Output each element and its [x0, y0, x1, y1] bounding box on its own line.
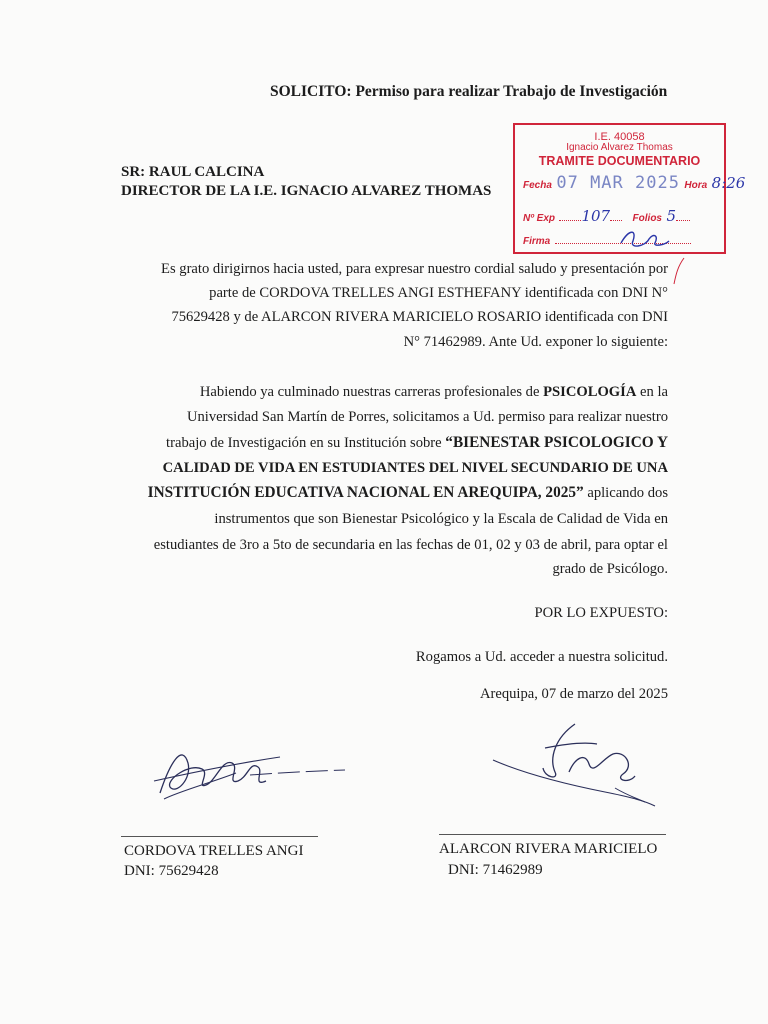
- body-line-7: estudiantes de 3ro a 5to de secundaria en las fechas de 01, 02 y 03 de abril, para optar el: [153, 537, 668, 553]
- body-line-2: Universidad San Martín de Porres, solicitamos a Ud. permiso para realizar nuestro: [186, 409, 668, 425]
- stamp-exp-row: [523, 207, 690, 226]
- rogamos-line: Rogamos a Ud. acceder a nuestra solicitud.: [415, 649, 668, 665]
- signatory-2-name: ALARCON RIVERA MARICIELO: [439, 841, 658, 857]
- body-line-6: instrumentos que son Bienestar Psicológico y la Escala de Calidad de Vida en: [214, 511, 668, 527]
- subject-line: [270, 83, 667, 101]
- intro-line-4: N° 71462989. Ante Ud. exponer lo siguiente:: [403, 334, 668, 350]
- addressee-title: DIRECTOR DE LA I.E. IGNACIO ALVAREZ THOMAS: [121, 183, 492, 199]
- signature-alarcon: [485, 718, 665, 818]
- stamp-institution-name: Ignacio Alvarez Thomas: [566, 142, 673, 153]
- signature-line-right: [439, 834, 666, 835]
- signatory-1-name: CORDOVA TRELLES ANGI: [124, 843, 304, 859]
- stamp-title: TRAMITE DOCUMENTARIO: [538, 154, 701, 168]
- body-title-start: “BIENESTAR PSICOLOGICO Y: [445, 434, 668, 451]
- place-date: Arequipa, 07 de marzo del 2025: [479, 686, 668, 702]
- intro-line-2: parte de CORDOVA TRELLES ANGI ESTHEFANY identificada con DNI N°: [209, 285, 668, 301]
- addressee-name: SR: RAUL CALCINA: [121, 164, 265, 180]
- body-line-1: [200, 383, 668, 401]
- body-line-1-a: Habiendo ya culminado nuestras carreras profesionales de: [199, 384, 540, 400]
- body-line-1-c: en la: [640, 384, 668, 400]
- body-line-5: [148, 484, 668, 502]
- body-line-8: grado de Psicólogo.: [552, 561, 668, 577]
- body-line-3: [166, 434, 668, 452]
- signatory-2-dni: DNI: 71462989: [448, 862, 543, 878]
- stamp-exp-label: Nº Exp: [523, 213, 555, 224]
- stamp-signature-scribble: [615, 225, 675, 251]
- reception-stamp: [513, 123, 746, 254]
- solicito-label: SOLICITO:: [270, 83, 352, 100]
- stamp-date-row: [523, 173, 745, 193]
- body-line-3-a: trabajo de Investigación en su Institución sobre: [166, 435, 442, 451]
- por-lo-expuesto: POR LO EXPUESTO:: [534, 605, 668, 621]
- stamp-folios-label: Folios: [632, 213, 662, 224]
- solicito-text: Permiso para realizar Trabajo de Investigación: [355, 83, 668, 100]
- stamp-date-label: Fecha: [523, 180, 552, 191]
- signatory-1-dni: DNI: 75629428: [124, 863, 219, 879]
- body-title-middle: CALIDAD DE VIDA EN ESTUDIANTES DEL NIVEL SECUNDARIO DE UNA: [162, 460, 668, 476]
- stamp-folios-value: 5: [666, 207, 676, 225]
- stamp-hour-value: 8:26: [711, 174, 746, 192]
- body-title-end: INSTITUCIÓN EDUCATIVA NACIONAL EN AREQUIPA, 2025”: [147, 484, 584, 501]
- stamp-hour-label: Hora: [684, 180, 708, 191]
- signature-cordova: [140, 733, 355, 808]
- body-line-5-b: aplicando dos: [587, 485, 668, 501]
- stamp-firma-label: Firma: [523, 236, 551, 247]
- body-career: PSICOLOGÍA: [543, 384, 637, 400]
- signature-line-left: [121, 836, 318, 837]
- stamp-institution-code: I.E. 40058: [594, 131, 645, 143]
- stamp-exp-value: 107: [581, 207, 611, 225]
- intro-line-1: Es grato dirigirnos hacia usted, para expresar nuestro cordial saludo y presentación por: [161, 261, 668, 277]
- red-check-mark: [672, 256, 688, 286]
- stamp-date-value: 07 MAR 2025: [556, 173, 680, 193]
- intro-line-3: 75629428 y de ALARCON RIVERA MARICIELO ROSARIO identificada con DNI: [171, 309, 668, 325]
